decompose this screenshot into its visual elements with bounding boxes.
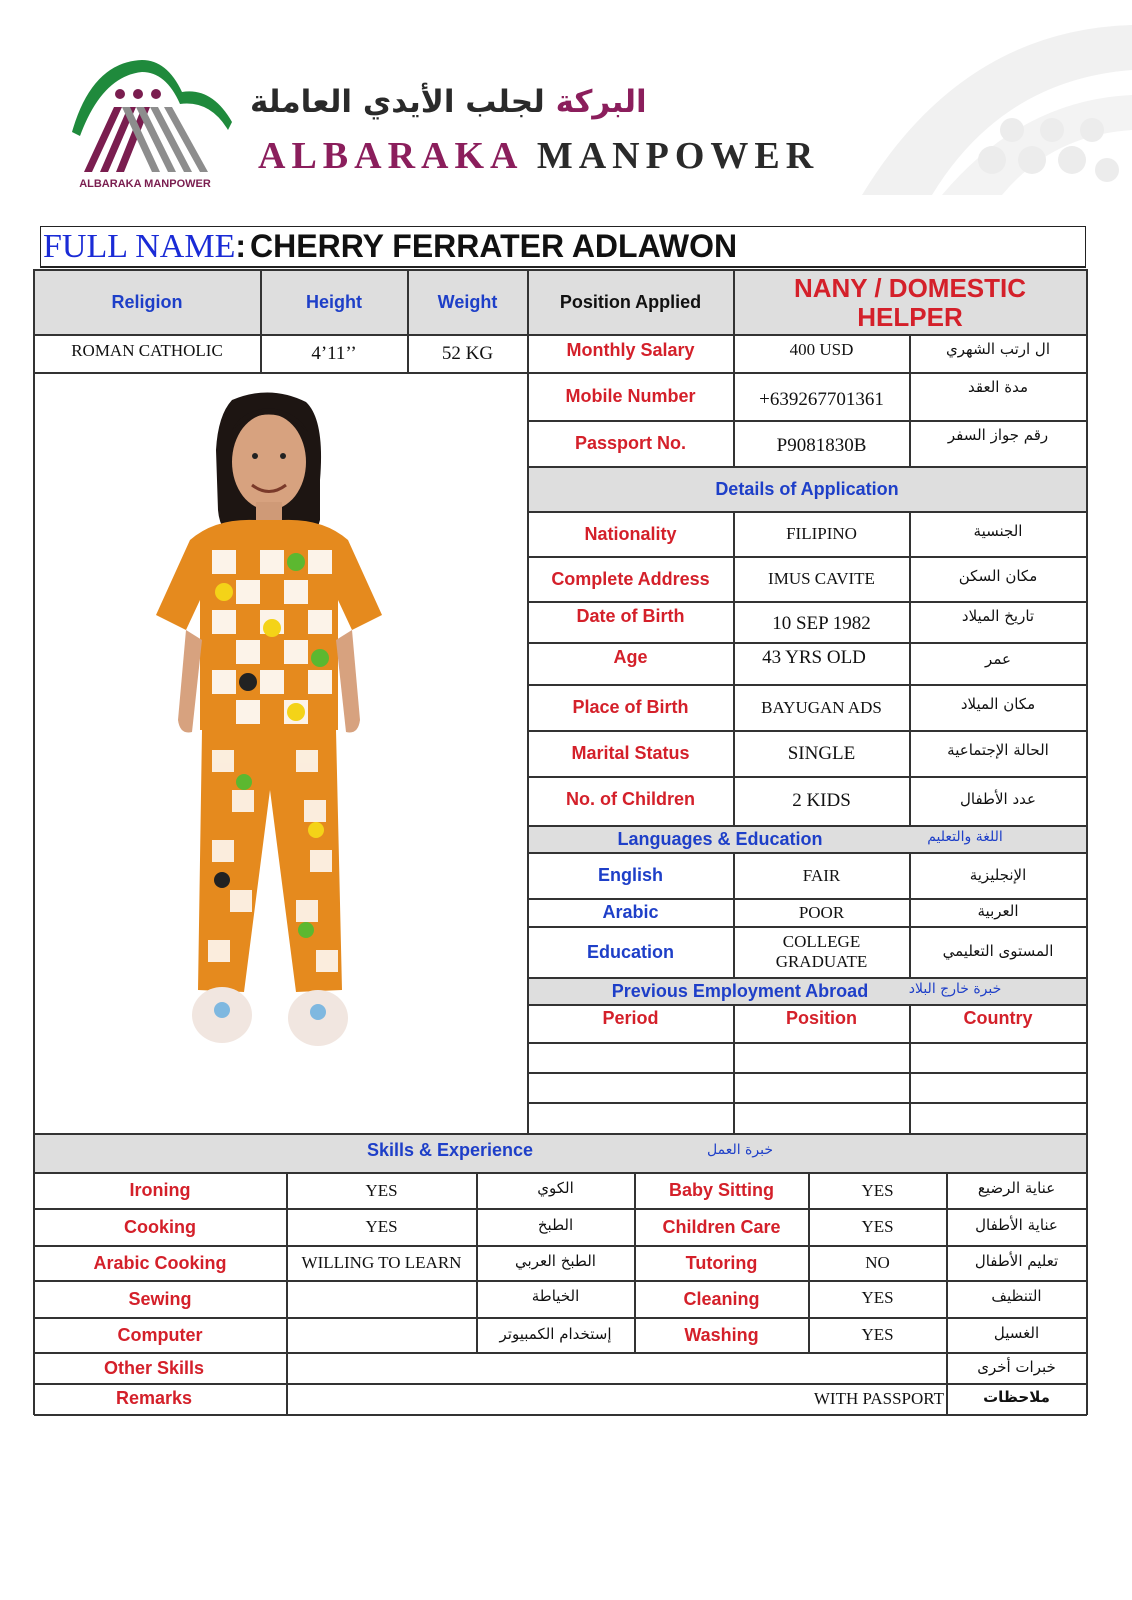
languages-header: Languages & Education bbox=[617, 828, 823, 849]
education-value bbox=[734, 927, 909, 977]
brand-english-name bbox=[258, 134, 848, 178]
page-header bbox=[0, 0, 1132, 210]
skill-cleaning-value: YES bbox=[861, 1288, 894, 1308]
passport-no-label: Passport No. bbox=[574, 433, 687, 454]
skill-ironing-ar: الكوي bbox=[537, 1179, 574, 1198]
marital-status-label: Marital Status bbox=[571, 743, 690, 764]
skill-cooking-value: YES bbox=[365, 1217, 398, 1237]
english-ar: الإنجليزية bbox=[969, 865, 1027, 884]
passport-no-ar: رقم جواز السفر bbox=[947, 426, 1049, 445]
skill-tutoring-ar: تعليم الأطفال bbox=[974, 1252, 1059, 1271]
arabic-value: POOR bbox=[798, 903, 845, 923]
skill-computer-value bbox=[287, 1318, 476, 1352]
height-value: 4’11’’ bbox=[311, 342, 357, 364]
skill-computer-label: Computer bbox=[117, 1324, 203, 1345]
remarks-label: Remarks bbox=[115, 1387, 193, 1408]
age-ar: عمر bbox=[985, 650, 1011, 669]
education-ar: المستوى التعليمي bbox=[942, 942, 1054, 961]
skill-cleaning-label: Cleaning bbox=[683, 1288, 760, 1309]
skill-baby-sitting-label: Baby Sitting bbox=[668, 1180, 774, 1201]
children-value: 2 KIDS bbox=[792, 790, 851, 812]
mobile-number-value: +639267701361 bbox=[759, 389, 884, 411]
monthly-salary-label: Monthly Salary bbox=[566, 339, 695, 360]
education-value-line1: COLLEGE bbox=[782, 932, 861, 952]
place-of-birth-ar: مكان الميلاد bbox=[960, 695, 1036, 714]
weight-value: 52 KG bbox=[441, 342, 494, 364]
religion-value: ROMAN CATHOLIC bbox=[71, 341, 223, 361]
weight-label: Weight bbox=[437, 292, 498, 313]
place-of-birth-value: BAYUGAN ADS bbox=[761, 697, 882, 717]
details-of-application-header: Details of Application bbox=[715, 478, 899, 499]
education-value-line2: GRADUATE bbox=[775, 952, 868, 971]
arabic-label: Arabic bbox=[602, 902, 659, 923]
skill-computer-ar: إستخدام الكمبيوتر bbox=[499, 1325, 612, 1344]
brand-arabic-part1: البركة bbox=[555, 84, 647, 120]
decorative-arch-pattern bbox=[842, 10, 1132, 200]
remarks-ar: ملاحظات bbox=[983, 1388, 1050, 1407]
skill-washing-value: YES bbox=[861, 1325, 894, 1345]
skill-washing-label: Washing bbox=[684, 1324, 759, 1345]
skill-tutoring-value: NO bbox=[865, 1253, 890, 1273]
skill-sewing-label: Sewing bbox=[128, 1288, 192, 1309]
full-name-bar bbox=[40, 226, 1086, 268]
skill-baby-sitting-ar: عناية الرضيع bbox=[977, 1179, 1056, 1198]
brand-arabic-part2: لجلب الأيدي العاملة bbox=[250, 84, 545, 120]
monthly-salary-value: 400 USD bbox=[789, 340, 854, 360]
english-value: FAIR bbox=[802, 865, 841, 885]
other-skills-value bbox=[287, 1353, 946, 1383]
skill-washing-ar: الغسيل bbox=[993, 1324, 1040, 1343]
albaraka-logo-icon bbox=[62, 52, 242, 182]
nationality-ar: الجنسية bbox=[973, 522, 1023, 541]
position-applied-value: NANY / DOMESTIC HELPER bbox=[793, 272, 1027, 332]
skill-baby-sitting-value: YES bbox=[861, 1180, 894, 1200]
brand-english-part2: MANPOWER bbox=[536, 135, 820, 177]
full-name-label: FULL NAME bbox=[43, 228, 236, 265]
english-label: English bbox=[597, 865, 663, 886]
skill-children-care-label: Children Care bbox=[662, 1216, 781, 1237]
mobile-number-ar: مدة العقد bbox=[968, 378, 1028, 397]
employment-col-position: Position bbox=[786, 1007, 857, 1028]
date-of-birth-value: 10 SEP 1982 bbox=[772, 613, 871, 635]
applicant-photo bbox=[120, 390, 410, 1090]
skills-header-ar: خبرة العمل bbox=[707, 1141, 773, 1158]
passport-no-value: P9081830B bbox=[776, 434, 867, 456]
height-label: Height bbox=[306, 292, 362, 313]
marital-status-ar: الحالة الإجتماعية bbox=[947, 741, 1049, 760]
languages-header-ar: اللغة والتعليم bbox=[927, 828, 1003, 845]
religion-label: Religion bbox=[111, 292, 183, 313]
full-name-colon: : bbox=[235, 228, 247, 264]
brand-english-part1: ALBARAKA bbox=[258, 135, 522, 177]
children-ar: عدد الأطفال bbox=[960, 789, 1036, 808]
date-of-birth-ar: تاريخ الميلاد bbox=[961, 607, 1035, 626]
nationality-label: Nationality bbox=[584, 523, 677, 544]
education-label: Education bbox=[586, 941, 674, 962]
skill-children-care-ar: عناية الأطفال bbox=[975, 1216, 1058, 1235]
place-of-birth-label: Place of Birth bbox=[572, 697, 689, 718]
arabic-ar: العربية bbox=[977, 901, 1019, 920]
employment-header-ar: خبرة خارج البلاد bbox=[908, 980, 1002, 997]
position-applied-label: Position Applied bbox=[559, 292, 702, 313]
remarks-value: WITH PASSPORT bbox=[813, 1389, 944, 1409]
skill-cooking-label: Cooking bbox=[124, 1216, 196, 1237]
full-name-value: CHERRY FERRATER ADLAWON bbox=[250, 228, 738, 264]
skill-arabic-cooking-ar: الطبخ العربي bbox=[515, 1252, 596, 1271]
other-skills-ar: خبرات أخرى bbox=[977, 1358, 1056, 1377]
monthly-salary-ar: ال ارتب الشهري bbox=[946, 340, 1050, 359]
skill-children-care-value: YES bbox=[861, 1217, 894, 1237]
complete-address-value: IMUS CAVITE bbox=[768, 569, 875, 589]
skill-arabic-cooking-value: WILLING TO LEARN bbox=[301, 1253, 462, 1273]
nationality-value: FILIPINO bbox=[786, 524, 857, 544]
skill-arabic-cooking-label: Arabic Cooking bbox=[93, 1252, 227, 1273]
complete-address-label: Complete Address bbox=[551, 568, 710, 589]
employment-col-period: Period bbox=[602, 1007, 659, 1028]
age-value: 43 YRS OLD bbox=[762, 647, 866, 669]
other-skills-label: Other Skills bbox=[103, 1357, 205, 1378]
age-label: Age bbox=[613, 646, 648, 667]
children-label: No. of Children bbox=[566, 789, 695, 810]
employment-header: Previous Employment Abroad bbox=[611, 980, 869, 1001]
skill-sewing-value bbox=[287, 1281, 476, 1317]
skill-tutoring-label: Tutoring bbox=[685, 1252, 758, 1273]
skill-sewing-ar: الخياطة bbox=[531, 1287, 580, 1306]
logo-caption: ALBARAKA MANPOWER bbox=[79, 178, 211, 190]
mobile-number-label: Mobile Number bbox=[565, 386, 696, 407]
skill-ironing-value: YES bbox=[365, 1180, 398, 1200]
skill-cooking-ar: الطبخ bbox=[537, 1216, 574, 1235]
marital-status-value: SINGLE bbox=[787, 742, 856, 764]
date-of-birth-label: Date of Birth bbox=[576, 605, 685, 626]
skills-header: Skills & Experience bbox=[366, 1139, 534, 1160]
employment-col-country: Country bbox=[963, 1007, 1033, 1028]
brand-arabic-name bbox=[250, 84, 830, 130]
skill-ironing-label: Ironing bbox=[129, 1180, 191, 1201]
skill-cleaning-ar: التنظيف bbox=[991, 1287, 1042, 1306]
complete-address-ar: مكان السكن bbox=[958, 567, 1038, 586]
